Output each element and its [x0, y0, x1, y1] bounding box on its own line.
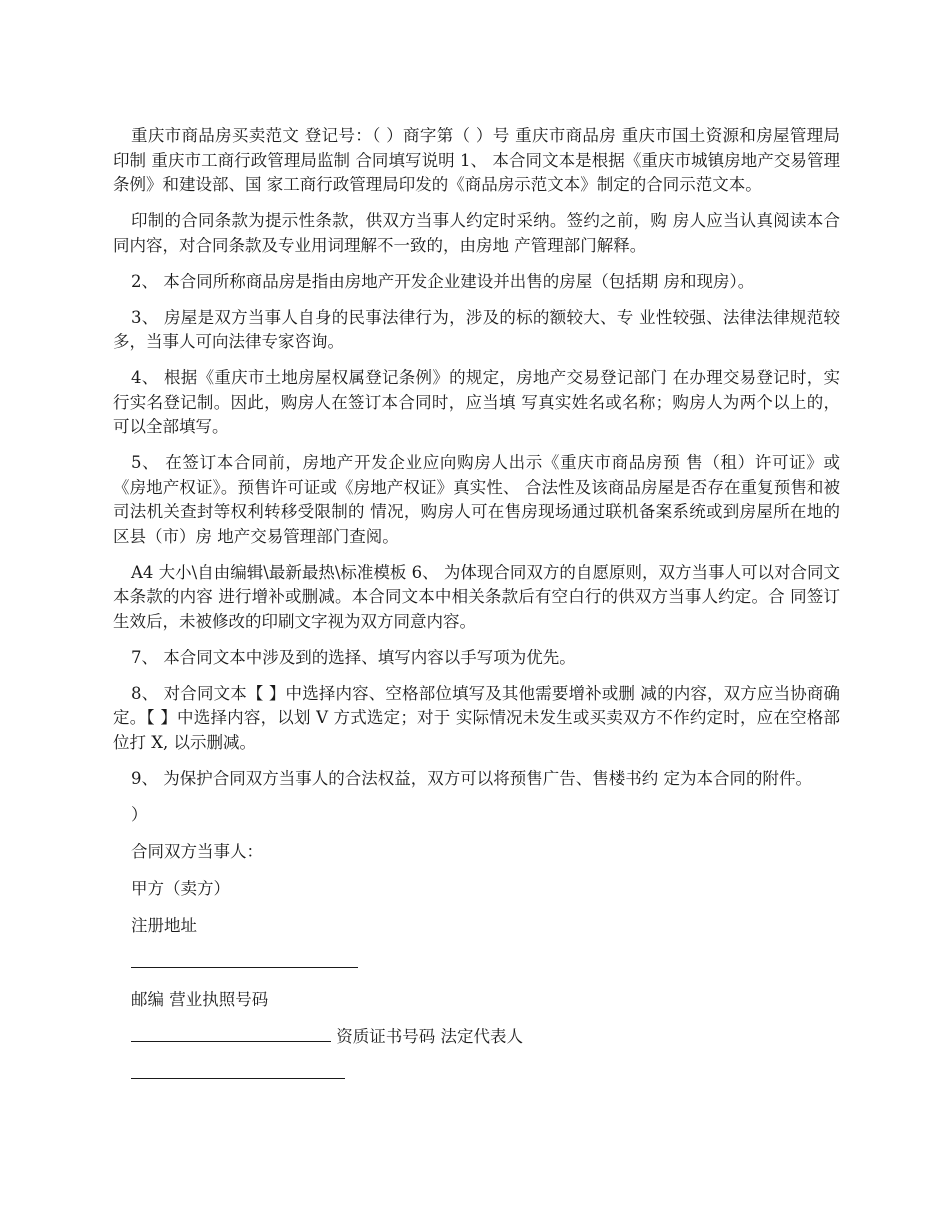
- postcode-license-label: 邮编 营业执照号码: [131, 989, 269, 1009]
- paragraph-printing-terms: 印制的合同条款为提示性条款，供双方当事人约定时采纳。签约之前，购 房人应当认真阅读本合同内容，对合同条款及专业用词理解不一致的，由房地 产管理部门解释。: [113, 211, 840, 255]
- legal-rep-blank[interactable]: [131, 1062, 345, 1079]
- paragraph-intro: 重庆市商品房买卖范文 登记号：（ ）商字第（ ）号 重庆市商品房 重庆市国土资源和房屋管理局印制 重庆市工商行政管理局监制 合同填写说明 1、 本合同文本是根据《重庆市城镇房地产交易管理条例》和建设部、国 家工商行政管理局印发的《商品房示范文本》制定的合同示范文本。: [113, 126, 840, 194]
- reg-address-blank[interactable]: [131, 951, 358, 968]
- paragraph-item-4: 4、 根据《重庆市土地房屋权属登记条例》的规定，房地产交易登记部门 在办理交易登记时，实行实名登记制。因此，购房人在签订本合同时，应当填 写真实姓名或名称；购房人为两个以上的，可以全部填写。: [113, 368, 840, 436]
- reg-address-blank-row: [113, 951, 840, 976]
- paragraph-item-5: 5、 在签订本合同前，房地产开发企业应向购房人出示《重庆市商品房预 售（租）许可证》或《房地产权证》。预售许可证或《房地产权证》真实性、 合法性及该商品房屋是否存在重复预售和被司法机关查封等权利转移受限制的 情况，购房人可在售房现场通过联机备案系统或到房屋所在地的区县（市）房 地产交易管理部门查阅。: [113, 453, 840, 546]
- party-a-label: 甲方（卖方）: [131, 878, 230, 898]
- license-number-blank[interactable]: [131, 1025, 331, 1042]
- closing-paren: ）: [131, 804, 148, 824]
- paragraph-item-8: 8、 对合同文本【 】中选择内容、空格部位填写及其他需要增补或删 减的内容，双方应当协商确定。【 】中选择内容，以划 V 方式选定；对于 实际情况未发生或买卖双方不作约定时，应在空格部位打 X, 以示删减。: [113, 683, 840, 752]
- paragraph-item-7: 7、 本合同文本中涉及到的选择、填写内容以手写项为优先。: [131, 647, 576, 667]
- license-blank-row: [113, 1025, 840, 1050]
- parties-heading: 合同双方当事人：: [131, 841, 263, 861]
- legal-rep-blank-row: [113, 1062, 840, 1087]
- paragraph-item-9: 9、 为保护合同双方当事人的合法权益，双方可以将预售广告、售楼书约 定为本合同的附件。: [131, 768, 812, 788]
- paragraph-item-6: A4 大小\自由编辑\最新最热\标准模板 6、 为体现合同双方的自愿原则，双方当事人可以对合同文本条款的内容 进行增补或删减。本合同文本中相关条款后有空白行的供双方当事人约定。合 同签订生效后，未被修改的印刷文字视为双方同意内容。: [113, 562, 840, 631]
- paragraph-item-2: 2、 本合同所称商品房是指由房地产开发企业建设并出售的房屋（包括期 房和现房）。: [131, 271, 755, 291]
- qualification-rep-label: 资质证书号码 法定代表人: [336, 1026, 523, 1046]
- paragraph-item-3: 3、 房屋是双方当事人自身的民事法律行为，涉及的标的额较大、专 业性较强、法律法律规范较多，当事人可向法律专家咨询。: [113, 307, 840, 351]
- reg-address-label: 注册地址: [131, 915, 197, 935]
